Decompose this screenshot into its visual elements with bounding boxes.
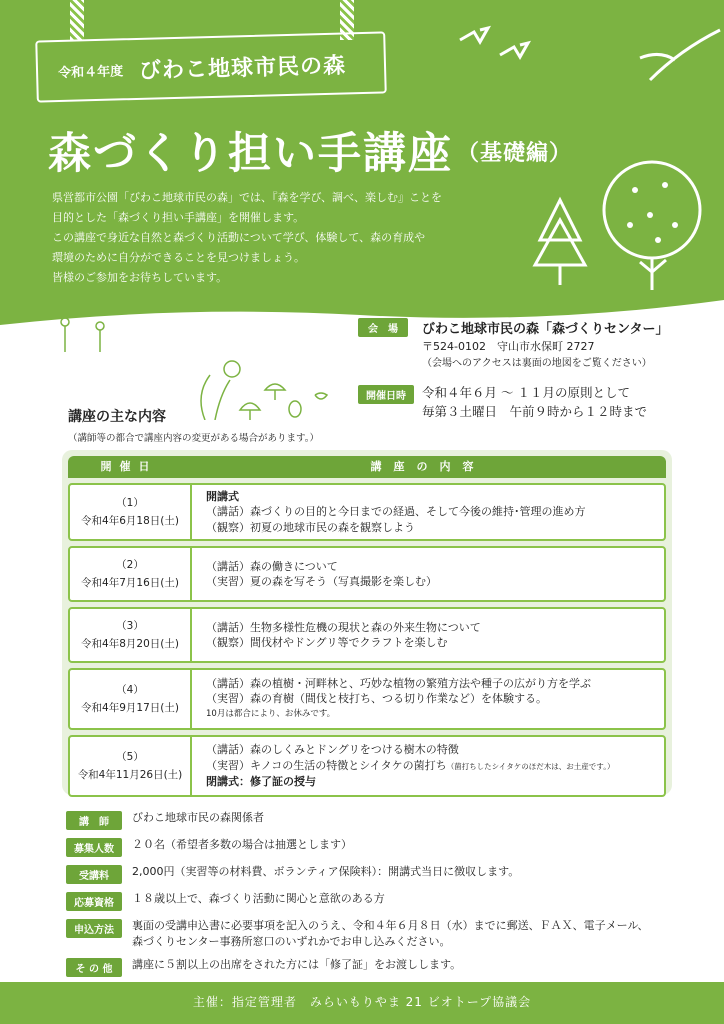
row-line: （実習）森の育樹（間伐と枝打ち、つる切り作業など）を体験する。 xyxy=(206,692,547,706)
header-banner xyxy=(0,0,724,345)
detail-row-fee xyxy=(66,864,706,884)
row-line: （観察）間伐材やドングリ等でクラフトを楽しむ xyxy=(206,636,448,649)
intro-line: 目的とした「森づくり担い手講座」を開催します。 xyxy=(52,211,305,224)
row-date-cell xyxy=(70,670,192,728)
details-list xyxy=(66,810,706,984)
schedule-header xyxy=(68,456,666,478)
page-title xyxy=(48,120,572,181)
detail-label: 応募資格 xyxy=(66,892,122,911)
intro-line: 環境のために自分ができることを見つけましょう。 xyxy=(52,251,305,264)
row-line: （講話）生物多様性危機の現状と森の外来生物について xyxy=(206,620,481,634)
row-small-note: 10月は都合により、お休みです。 xyxy=(206,708,336,719)
detail-value-line: 裏面の受講申込書に必要事項を記入のうえ、令和４年６月８日（水）までに郵送、ＦＡＸ、電子メール、 xyxy=(132,919,649,932)
intro-text xyxy=(52,188,522,288)
row-date: 令和4年7月16日(土) xyxy=(81,577,179,589)
detail-value: 講座に５割以上の出席をされた方には「修了証」をお渡しします。 xyxy=(132,958,462,971)
detail-label: 募集人数 xyxy=(66,838,122,857)
row-number: （4） xyxy=(116,684,144,696)
row-line: 開講式 xyxy=(206,489,239,503)
row-date: 令和4年11月26日(土) xyxy=(77,769,183,781)
venue-note: （会場へのアクセスは裏面の地図をご覧ください） xyxy=(422,358,652,369)
detail-row-capacity xyxy=(66,837,706,857)
intro-line: 皆様のご参加をお待ちしています。 xyxy=(52,271,228,284)
flower-illustration-icon xyxy=(50,312,120,352)
intro-line: 県営都市公園「びわこ地球市民の森」では、『森を学び、調べ、楽しむ』ことを xyxy=(52,191,443,204)
date-label: 開催日時 xyxy=(358,385,414,404)
row-inline-note: （菌打ちしたシイタケのほだ木は、お土産です。） xyxy=(446,761,615,771)
row-line: （講話）森のしくみとドングリをつける樹木の特徴 xyxy=(206,743,459,757)
table-row xyxy=(68,483,666,541)
detail-value: びわこ地球市民の森関係者 xyxy=(132,811,264,824)
organizer-footer: 主催：指定管理者 みらいもりやま 21 ビオトープ協議会 xyxy=(0,982,724,1024)
row-date-cell xyxy=(70,485,192,539)
row-line xyxy=(206,758,654,775)
row-date: 令和4年9月17日(土) xyxy=(81,702,179,714)
date-text xyxy=(422,383,647,421)
row-content xyxy=(192,670,664,728)
venue-label: 会 場 xyxy=(358,318,408,337)
intro-line: この講座で身近な自然と森づくり活動について学び、体験して、森の育成や xyxy=(52,231,426,244)
row-date-cell xyxy=(70,548,192,600)
row-content xyxy=(192,485,664,539)
header-date: 開催日 xyxy=(100,460,158,473)
row-date-cell xyxy=(70,609,192,661)
row-number: （5） xyxy=(116,751,144,763)
row-date: 令和4年6月18日(土) xyxy=(81,515,179,527)
row-line: （講話）森の植樹・河畔林と、巧妙な植物の繁殖方法や種子の広がり方を学ぶ xyxy=(206,676,591,690)
detail-value: １８歳以上で、森づくり活動に関心と意欲のある方 xyxy=(132,892,385,905)
detail-label: そ の 他 xyxy=(66,958,122,977)
title-sub: （基礎編） xyxy=(457,141,573,166)
contents-note: （講師等の都合で講座内容の変更がある場合があります。） xyxy=(68,433,319,444)
table-row xyxy=(68,668,666,730)
row-content xyxy=(192,737,664,795)
sign-rope-left xyxy=(70,0,84,40)
row-date: 令和4年8月20日(土) xyxy=(81,638,179,650)
row-date-cell xyxy=(70,737,192,795)
venue-info xyxy=(358,318,718,423)
detail-label: 講 師 xyxy=(66,811,122,830)
date-line-2: 毎第３土曜日 午前９時から１２時まで xyxy=(422,404,648,419)
row-number: （2） xyxy=(116,559,144,571)
brand-name: びわこ地球市民の森 xyxy=(138,51,347,84)
row-line: （観察）初夏の地球市民の森を観察しよう xyxy=(206,520,415,534)
date-line-1: 令和４年６月 ～ １１月の原則として xyxy=(422,385,630,400)
venue-row xyxy=(358,318,718,378)
row-number: （3） xyxy=(116,620,144,632)
detail-value xyxy=(132,918,649,950)
fiscal-year: 令和４年度 xyxy=(57,63,124,81)
table-row xyxy=(68,607,666,663)
row-number: （1） xyxy=(116,497,144,509)
header-content: 講座の内容 xyxy=(370,460,486,473)
detail-row-other xyxy=(66,957,706,977)
row-line: 閉講式：修了証の授与 xyxy=(206,775,316,789)
venue-address: 〒524-0102 守山市水保町 2727 xyxy=(422,340,595,353)
row-line-text: （実習）キノコの生活の特徴とシイタケの菌打ち xyxy=(206,758,447,772)
detail-row-application xyxy=(66,918,706,950)
row-line: （講話）森づくりの目的と今日までの経過、そして今後の維持･管理の進め方 xyxy=(206,505,586,519)
detail-value-line: 森づくりセンター事務所窓口のいずれかでお申し込みください。 xyxy=(132,935,451,948)
row-line: （講話）森の働きについて xyxy=(206,559,338,573)
detail-row-instructor xyxy=(66,810,706,830)
table-row xyxy=(68,546,666,602)
row-content xyxy=(192,609,664,661)
schedule-table xyxy=(62,450,672,795)
detail-row-eligibility xyxy=(66,891,706,911)
brand-sign xyxy=(35,31,387,102)
title-main: 森づくり担い手講座 xyxy=(48,129,453,179)
detail-value: 2,000円（実習等の材料費、ボランティア保険料）：開講式当日に徴収します。 xyxy=(132,865,520,878)
mushroom-illustration-icon xyxy=(185,355,335,420)
contents-title: 講座の主な内容 xyxy=(68,409,166,425)
detail-value: ２０名（希望者多数の場合は抽選とします） xyxy=(132,838,352,851)
detail-label: 申込方法 xyxy=(66,919,122,938)
table-row xyxy=(68,735,666,797)
venue-name: びわこ地球市民の森「森づくりセンター」 xyxy=(422,322,669,337)
row-line: （実習）夏の森を写そう（写真撮影を楽しむ） xyxy=(206,575,437,588)
row-content xyxy=(192,548,664,600)
date-row xyxy=(358,383,718,423)
detail-label: 受講料 xyxy=(66,865,122,884)
